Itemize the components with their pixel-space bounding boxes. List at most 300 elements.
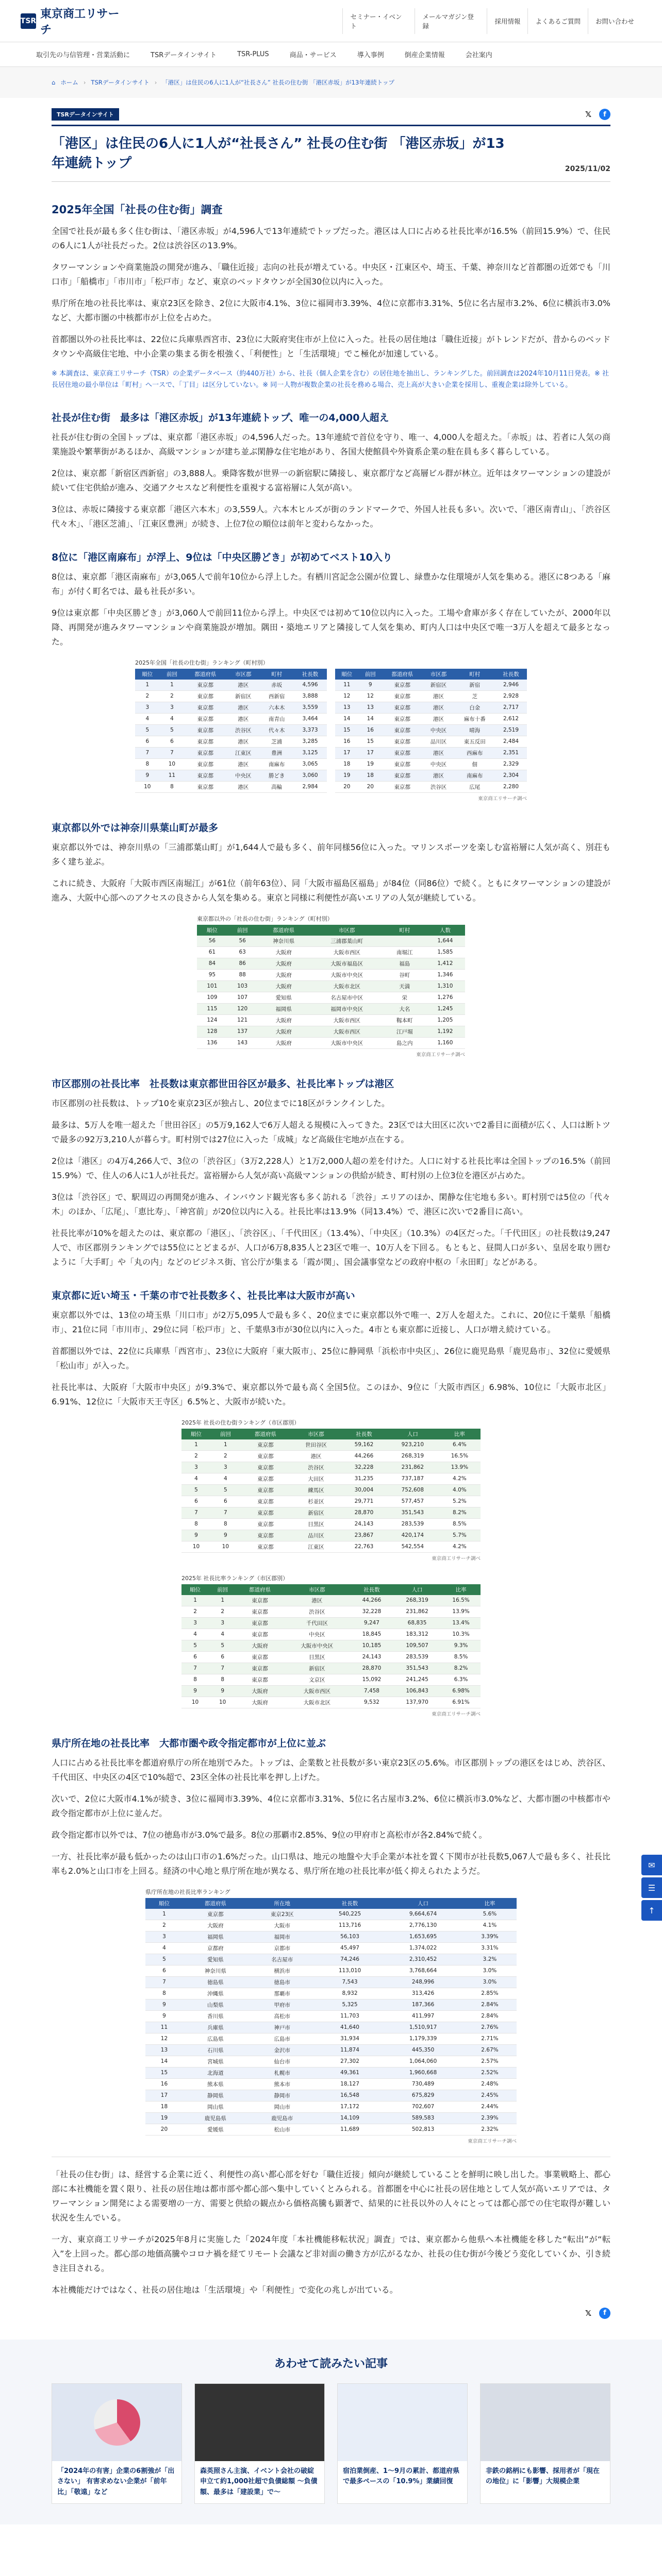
- table-cell: 大阪府: [258, 958, 310, 969]
- table-cell: 3: [211, 1462, 240, 1473]
- table-cell: 1: [160, 680, 185, 691]
- subnav-bankruptcy[interactable]: 倒産企業情報: [404, 52, 445, 59]
- table-cell: 9,532: [351, 1697, 393, 1708]
- column-header: 社長数: [495, 669, 527, 680]
- table-cell: 1,585: [425, 946, 465, 958]
- table-cell: [384, 936, 425, 947]
- table-cell: 95: [197, 969, 227, 980]
- table-cell: 練馬区: [291, 1484, 341, 1496]
- table-cell: 広島市: [248, 2033, 317, 2044]
- facebook-share-icon[interactable]: f: [599, 109, 610, 120]
- table-cell: 8: [160, 781, 185, 792]
- ranking-table-outside-tokyo: [197, 914, 465, 1058]
- table-cell: 2,310,452: [383, 1954, 463, 1965]
- table-cell: 静岡市: [248, 2090, 317, 2101]
- table-cell: 中央区: [284, 1629, 351, 1640]
- table-cell: 20: [335, 781, 359, 792]
- breadcrumb-separator: ›: [83, 79, 86, 86]
- table-cell: 1,653,695: [383, 1931, 463, 1942]
- table-cell: 283,539: [393, 1651, 441, 1663]
- table-cell: 2: [209, 1606, 236, 1617]
- table-source: 東京商工リサーチ調べ: [468, 2138, 517, 2144]
- table-row: [181, 1496, 481, 1507]
- table-cell: 7: [135, 747, 160, 758]
- table-cell: 中央区: [423, 724, 455, 736]
- table-cell: 2,304: [495, 770, 527, 781]
- table-cell: 2: [160, 690, 185, 702]
- article-card-title: 「2024年の有害」企業の6割強が「出さない」 有害求めない企業が「前年比」「敬遠」など: [57, 2467, 175, 2497]
- table-cell: 港区: [423, 713, 455, 724]
- table-cell: 7,543: [317, 1976, 383, 1988]
- table-cell: 32,228: [341, 1462, 387, 1473]
- table-cell: 101: [197, 980, 227, 992]
- table-row: [145, 1920, 517, 1931]
- table-cell: 7,458: [351, 1685, 393, 1697]
- ranking-table-city-count: [181, 1418, 481, 1562]
- table-cell: 106,843: [393, 1685, 441, 1697]
- table-cell: 9: [145, 1999, 183, 2010]
- table-cell: 121: [227, 1014, 258, 1026]
- table-cell: 44,266: [341, 1450, 387, 1462]
- section-heading: 東京都以外では神奈川県葉山町が最多: [52, 822, 219, 834]
- table-source: 東京商工リサーチ調べ: [432, 1555, 481, 1562]
- share-buttons: [583, 2308, 610, 2319]
- table-row: [335, 758, 527, 770]
- table-cell: 5: [181, 1640, 209, 1651]
- table-row: [181, 1484, 481, 1496]
- table-cell: 10: [181, 1541, 211, 1552]
- scroll-top-icon[interactable]: ↑: [641, 1900, 662, 1921]
- table-cell: 鹿児島市: [248, 2112, 317, 2124]
- table-cell: 2,776,130: [383, 1920, 463, 1931]
- table-cell: 静岡県: [183, 2090, 248, 2101]
- table-cell: 5: [145, 1954, 183, 1965]
- table-cell: 東京都: [382, 747, 422, 758]
- table-row: [197, 936, 465, 947]
- article-card[interactable]: [337, 2383, 468, 2504]
- table-cell: 18,127: [317, 2078, 383, 2090]
- table-row: [181, 1674, 481, 1685]
- table-cell: 6: [160, 736, 185, 747]
- survey-note: ※ 本調査は、東京商工リサーチ（TSR）の企業データベース（約440万社）から、社長（個人企業を含む）の居住地を抽出し、ランキングした。前回調査は2024年10月11日発表。※ 社長居住地の最小単位は「町村」へ一スで、「丁目」は区分していない。※ 同一人物が複数企業の社長を務める場合、売上高が大きい企業を採用し、重複企業は除外している。: [52, 370, 609, 389]
- column-header: 都道府県: [236, 1584, 284, 1595]
- table-cell: 7: [160, 747, 185, 758]
- paragraph: 東京都以外では、神奈川県の「三浦郡葉山町」が1,644人で最も多く、前年同様56位に入った。マリンスポーツを楽しむ富裕層に人気が高く、別荘も多く建ち並ぶ。: [52, 842, 610, 867]
- table-cell: 2.32%: [463, 2124, 517, 2135]
- table-cell: 松山市: [248, 2124, 317, 2135]
- column-header: 人口: [387, 1429, 439, 1439]
- table-cell: 5: [135, 724, 160, 736]
- table-cell: 杉並区: [291, 1496, 341, 1507]
- table-row: [145, 2101, 517, 2112]
- article-card-title: 宿泊業倒産、1～9月の累計、都道府県で最多ペースの「10.9%」業績回復: [343, 2467, 460, 2486]
- nav-recruit[interactable]: 採用情報: [487, 8, 527, 34]
- table-cell: 南堀江: [384, 946, 425, 958]
- table-row: [135, 736, 327, 747]
- breadcrumb-home[interactable]: ホーム: [60, 79, 78, 86]
- table-cell: 横浜市: [248, 1965, 317, 1976]
- table-cell: 3: [181, 1617, 209, 1629]
- table-cell: 愛知県: [258, 992, 310, 1003]
- table-cell: 宮城県: [183, 2056, 248, 2067]
- table-cell: 2.85%: [463, 1988, 517, 1999]
- table-cell: 18: [335, 758, 359, 770]
- table-row: [335, 680, 527, 691]
- table-cell: 品川区: [423, 736, 455, 747]
- table-cell: 283,539: [387, 1518, 439, 1530]
- home-icon[interactable]: ⌂: [52, 79, 56, 86]
- table-cell: 14,109: [317, 2112, 383, 2124]
- table-cell: 大阪府: [236, 1640, 284, 1651]
- table-cell: 31,934: [317, 2033, 383, 2044]
- table-cell: 15: [145, 2067, 183, 2078]
- table-cell: 2.84%: [463, 2010, 517, 2022]
- article-card[interactable]: [52, 2383, 182, 2504]
- table-cell: 17: [359, 747, 383, 758]
- table-cell: 大名: [384, 1003, 425, 1014]
- paragraph: これに続き、大阪府「大阪市西区南堀江」が61位（前年63位）、同「大阪市福島区福島」が84位（同86位）で続く。ともにタワーマンションの建設が進み、大阪中心部へのアクセスの良さから人気を集める。東京と同様に利便性が高いエリアの人気が継続している。: [52, 878, 610, 903]
- nav-contact[interactable]: お問い合わせ: [588, 8, 641, 34]
- table-cell: 港区: [226, 758, 260, 770]
- article-card-title: 森英照さん主演、イベント会社の破綻申立て約1,000社超で負債総額 ～負債額、最多は「建設業」で～: [200, 2467, 318, 2497]
- table-cell: 1,510,917: [383, 2022, 463, 2033]
- table-cell: 20: [145, 2124, 183, 2135]
- paragraph: 9位は東京都「中央区勝どき」が3,060人で前回11位から浮上。中央区では初めて10位以内に入った。工場や倉庫が多く存在していたが、2000年以降、再開発が進みタワーマンションや商業施設が増加。隅田・築地エリアと隣接して人気を集め、町内人口は中央区で唯一3万人を超えて最多となった。: [52, 607, 610, 647]
- table-row: [145, 2010, 517, 2022]
- table-cell: 231,862: [387, 1462, 439, 1473]
- table-cell: 11,874: [317, 2044, 383, 2056]
- table-row: [145, 1999, 517, 2010]
- table-cell: 1: [209, 1595, 236, 1606]
- column-header: 社長数: [317, 1898, 383, 1909]
- table-cell: 18,845: [351, 1629, 393, 1640]
- table-cell: 8.5%: [441, 1651, 481, 1663]
- table-row: [145, 2067, 517, 2078]
- table-cell: 港区: [226, 781, 260, 792]
- table-cell: 8: [209, 1674, 236, 1685]
- table-cell: 3,065: [293, 758, 327, 770]
- table-cell: 113,010: [317, 1965, 383, 1976]
- table-row: [197, 992, 465, 1003]
- table-cell: 港区: [423, 747, 455, 758]
- table-row: [145, 2056, 517, 2067]
- table-cell: 56: [197, 936, 227, 947]
- table-cell: 2,484: [495, 736, 527, 747]
- table-cell: 4.2%: [439, 1473, 481, 1484]
- table-cell: 東京都: [184, 724, 226, 736]
- paragraph: 2位は「港区」の4万4,266人で、3位の「渋谷区」（3万2,228人）と1万2,000人超の差を付けた。人口に対する社長比率は全国トップの16.5%（前回15.9%）で、住人の6人に1人が社長だ。富裕層から人気が高い高級マンションの供給が続き、町村別の上位3位を港区が占めた。: [52, 1156, 610, 1180]
- table-cell: 愛知県: [183, 1954, 248, 1965]
- table-cell: 高松市: [248, 2010, 317, 2022]
- table-cell: 109: [197, 992, 227, 1003]
- mail-icon[interactable]: ✉: [641, 1855, 662, 1875]
- section-heading: 市区郡別の社長比率 社長数は東京都世田谷区が最多、社長比率トップは港区: [52, 1078, 394, 1090]
- table-cell: 9.3%: [441, 1640, 481, 1651]
- table-cell: 那覇市: [248, 1988, 317, 1999]
- table-cell: 香川県: [183, 2010, 248, 2022]
- table-cell: 187,366: [383, 1999, 463, 2010]
- article-card[interactable]: [480, 2383, 610, 2504]
- table-cell: 3,888: [293, 690, 327, 702]
- subnav-credit[interactable]: 取引先の与信管理・営業活動に: [36, 52, 130, 59]
- paragraph: 社長比率は、大阪府「大阪市中央区」が9.3%で、東京都以外で最も高く全国5位。このほか、9位に「大阪市西区」6.98%、10位に「大阪市北区」6.91%、12位に「大阪市天王寺区」6.5%と、大阪市が続いた。: [52, 1382, 610, 1406]
- table-cell: 22,763: [341, 1541, 387, 1552]
- subnav-cases[interactable]: 導入事例: [357, 52, 384, 59]
- table-row: [181, 1697, 481, 1708]
- table-cell: 東京都: [382, 724, 422, 736]
- table-cell: 8: [181, 1518, 211, 1530]
- table-cell: 13.9%: [441, 1606, 481, 1617]
- section-heading: 2025年全国「社長の住む街」調査: [52, 204, 223, 216]
- table-cell: 12: [145, 2033, 183, 2044]
- column-header: 所在地: [248, 1898, 317, 1909]
- table-cell: 31,235: [341, 1473, 387, 1484]
- table-header-row: [197, 925, 465, 936]
- table-row: [335, 747, 527, 758]
- table-cell: 420,174: [387, 1530, 439, 1541]
- table-cell: 大阪市中央区: [310, 1037, 384, 1048]
- utility-nav: [124, 8, 641, 34]
- table-cell: 10.3%: [441, 1629, 481, 1640]
- table-row: [135, 680, 327, 691]
- table-cell: 109,507: [393, 1640, 441, 1651]
- table-row: [181, 1541, 481, 1552]
- table-cell: 16,548: [317, 2090, 383, 2101]
- subnav-tsrplus[interactable]: TSR-PLUS: [237, 50, 269, 58]
- table: [335, 669, 527, 793]
- paragraph: 首都圏以外では、22位に兵庫県「西宮市」、23位に大阪府「東大阪市」、25位に静岡県「浜松市中央区」、26位に鹿児島県「鹿児島市」、32位に愛媛県「松山市」が入った。: [52, 1346, 610, 1370]
- table-cell: 山梨県: [183, 1999, 248, 2010]
- table-cell: 7: [145, 1976, 183, 1988]
- table-cell: 3.2%: [463, 1954, 517, 1965]
- table-cell: 1: [211, 1439, 240, 1451]
- table-cell: 大阪市: [248, 1920, 317, 1931]
- table-cell: 東京都: [382, 713, 422, 724]
- table-cell: 13: [145, 2044, 183, 2056]
- table-header-row: [135, 669, 327, 680]
- table-cell: 西麻布: [455, 747, 495, 758]
- table-cell: 福岡県: [258, 1003, 310, 1014]
- recommend-cards: [52, 2383, 610, 2504]
- breadcrumb-insight[interactable]: TSRデータインサイト: [91, 79, 150, 86]
- table-cell: 15: [359, 736, 383, 747]
- table-cell: 61: [197, 946, 227, 958]
- section-heading: 社長が住む街 最多は「港区赤坂」が13年連続トップ、唯一の4,000人超え: [52, 412, 389, 423]
- table-cell: 5.6%: [463, 1909, 517, 1920]
- table-cell: 32,228: [351, 1606, 393, 1617]
- table-cell: 5: [209, 1640, 236, 1651]
- table-cell: 1,374,022: [383, 1942, 463, 1954]
- ranking-table-city-ratio: [181, 1574, 481, 1717]
- table-cell: 世田谷区: [291, 1439, 341, 1451]
- table-cell: 9,247: [351, 1617, 393, 1629]
- table-cell: 1,346: [425, 969, 465, 980]
- table-cell: 豊洲: [260, 747, 293, 758]
- table-cell: 大阪府: [258, 1014, 310, 1026]
- table-cell: 4: [145, 1942, 183, 1954]
- table-cell: 3: [160, 702, 185, 713]
- table-cell: 3.31%: [463, 1942, 517, 1954]
- paragraph: 本社機能だけではなく、社長の居住地は「生活環境」や「利便性」で変化の兆しが出ている。: [52, 2284, 398, 2295]
- table-cell: 124: [197, 1014, 227, 1026]
- table-cell: 東京都: [236, 1617, 284, 1629]
- table-cell: 東京都: [240, 1507, 291, 1518]
- table-cell: 甲府市: [248, 1999, 317, 2010]
- column-header: 順位: [181, 1429, 211, 1439]
- table-cell: 東京都: [184, 680, 226, 691]
- table-cell: 9: [181, 1685, 209, 1697]
- table-row: [197, 1037, 465, 1048]
- column-header: 都道府県: [240, 1429, 291, 1439]
- subnav-products[interactable]: 商品・サービス: [289, 52, 337, 59]
- table-row: [145, 2033, 517, 2044]
- table-cell: 徳島県: [183, 1976, 248, 1988]
- table-source: 東京商工リサーチ調べ: [478, 795, 527, 802]
- table-cell: 東京都: [240, 1462, 291, 1473]
- nav-mailmag[interactable]: メールマガジン登録: [415, 8, 487, 34]
- table-cell: 目黒区: [284, 1651, 351, 1663]
- site-logo[interactable]: [21, 5, 124, 37]
- table-row: [197, 969, 465, 980]
- menu-icon[interactable]: ☰: [641, 1877, 662, 1898]
- table-row: [135, 758, 327, 770]
- table-cell: 2.84%: [463, 1999, 517, 2010]
- table-cell: 中央区: [423, 758, 455, 770]
- table-cell: 島之内: [384, 1037, 425, 1048]
- table-cell: 名古屋市中区: [310, 992, 384, 1003]
- table-cell: 大阪府: [258, 1037, 310, 1048]
- paragraph: 3位は「渋谷区」で、駅周辺の再開発が進み、インバウンド観光客も多く訪れる「渋谷」エリアのほか、閑静な住宅地も多い。町村別では5位の「代々木」のほか、「広尾」、「恵比寿」、「神宮前」が20位以内に入る。社長比率は13.9%（同13.4%）で、港区に次いで2番目に高い。: [52, 1192, 610, 1216]
- table-cell: 15,092: [351, 1674, 393, 1685]
- table-cell: 27,302: [317, 2056, 383, 2067]
- column-header: 順位: [145, 1898, 183, 1909]
- table-cell: 大阪市西区: [310, 1014, 384, 1026]
- table-cell: 6: [209, 1651, 236, 1663]
- table-cell: 56,103: [317, 1931, 383, 1942]
- table-cell: 神戸市: [248, 2022, 317, 2033]
- paragraph: 全国で社長が最も多く住む街は、「港区赤坂」が4,596人で13年連続でトップだった。港区は人口に占める社長比率が16.5%（前回15.9%）で、住民の6人に1人が社長だった。2位は渋谷区の13.9%。: [52, 226, 610, 251]
- table-cell: 東京都: [240, 1518, 291, 1530]
- column-header: 比率: [441, 1584, 481, 1595]
- table-row: [181, 1663, 481, 1674]
- table-cell: 88: [227, 969, 258, 980]
- table-cell: 三浦郡葉山町: [310, 936, 384, 947]
- table-cell: 佃: [455, 758, 495, 770]
- table-cell: 2.76%: [463, 2022, 517, 2033]
- table-cell: 東京都: [240, 1541, 291, 1552]
- paragraph: 8位は、東京都「港区南麻布」が3,065人で前年10位から浮上した。有栖川宮記念公園が位置し、緑豊かな住環境が人気を集める。港区に8つある「麻布」が付く町名では、最も社長が多い。: [52, 571, 610, 596]
- column-header: 人数: [425, 925, 465, 936]
- category-tag[interactable]: TSRデータインサイト: [52, 108, 119, 121]
- paragraph: 2位は、東京都「新宿区西新宿」の3,888人。乗降客数が世界一の新宿駅に隣接し、東京都庁など高層ビル群が林立。近年はタワーマンションの建設が続いて住宅供給が進み、交通アクセスなど利便性を重視する富裕層に人気が高い。: [52, 468, 610, 493]
- table-cell: 新宿: [455, 680, 495, 691]
- table-cell: 10: [135, 781, 160, 792]
- table-cell: 68,835: [393, 1617, 441, 1629]
- table-cell: 6.98%: [441, 1685, 481, 1697]
- table-cell: 9: [181, 1530, 211, 1541]
- table-cell: 28,870: [351, 1663, 393, 1674]
- table-cell: 268,319: [387, 1450, 439, 1462]
- table-cell: 16: [335, 736, 359, 747]
- column-header: 市区郡: [291, 1429, 341, 1439]
- table-cell: 2: [211, 1450, 240, 1462]
- column-header: 順位: [181, 1584, 209, 1595]
- table-cell: 14: [335, 713, 359, 724]
- table-cell: 3: [145, 1931, 183, 1942]
- table-cell: 鹿児島県: [183, 2112, 248, 2124]
- table-cell: 大田区: [291, 1473, 341, 1484]
- table-cell: 東京都: [184, 781, 226, 792]
- table-cell: 19: [359, 758, 383, 770]
- table-row: [181, 1507, 481, 1518]
- table-cell: 11,689: [317, 2124, 383, 2135]
- x-share-icon[interactable]: 𝕏: [585, 2308, 592, 2318]
- x-share-icon[interactable]: 𝕏: [585, 110, 592, 119]
- logo-mark: TSR: [21, 13, 36, 29]
- table-cell: 東京都: [240, 1450, 291, 1462]
- table-cell: 2.57%: [463, 2056, 517, 2067]
- table-cell: 東京都: [183, 1909, 248, 1920]
- column-header: 都道府県: [184, 669, 226, 680]
- table-cell: 10,185: [351, 1640, 393, 1651]
- share-footer: [52, 2308, 610, 2319]
- facebook-share-icon[interactable]: f: [599, 2308, 610, 2319]
- table-row: [181, 1462, 481, 1473]
- table-row: [181, 1640, 481, 1651]
- table-cell: 241,245: [393, 1674, 441, 1685]
- paragraph: 社長比率が10%を超えたのは、東京都の「港区」、「渋谷区」、「千代田区」（13.4%）、「中央区」（10.3%）の4区だった。「千代田区」の社長数は9,247人で、市区郡別ランキングでは55位にとどまるが、人口が6万8,835人と23区で唯一、10万人を下回る。もともと、昼間人口が多い、皇居を取り囲むように「大手町」や「丸の内」などのビジネス街、官公庁が集まる「霞が関」、国会議事堂などの政府中枢の「永田町」などがある。: [52, 1228, 610, 1267]
- table-cell: 24,143: [351, 1651, 393, 1663]
- nav-seminar[interactable]: セミナー・イベント: [342, 8, 415, 34]
- table-cell: 新宿区: [291, 1507, 341, 1518]
- table-cell: 芝: [455, 690, 495, 702]
- table-cell: 港区: [226, 736, 260, 747]
- table-cell: 3.0%: [463, 1976, 517, 1988]
- column-header: 人口: [383, 1898, 463, 1909]
- table-cell: 445,350: [383, 2044, 463, 2056]
- recommend-heading: あわせて読みたい記事: [274, 2357, 388, 2370]
- table-cell: 2,946: [495, 680, 527, 691]
- table-cell: 芝浦: [260, 736, 293, 747]
- table-cell: 港区: [423, 770, 455, 781]
- table-cell: 9: [209, 1685, 236, 1697]
- table-cell: 岡山市: [248, 2101, 317, 2112]
- table: [135, 669, 327, 793]
- article-title: 「港区」は住民の6人に1人が“社長さん” 社長の住む街 「港区赤坂」が13年連続トップ: [52, 136, 505, 171]
- table-cell: 86: [227, 958, 258, 969]
- paragraph: 県庁所在地の社長比率は、東京23区を除き、2位に大阪市4.1%、3位に福岡市3.39%、4位に京都市3.31%、5位に名古屋市3.2%、6位に横浜市3.0%など、大都市圏の中核都市が上位を占めた。: [52, 298, 610, 323]
- table-source: 東京商工リサーチ調べ: [432, 1711, 481, 1717]
- table-row: [181, 1685, 481, 1697]
- article-thumbnail: [481, 2384, 610, 2461]
- table-cell: 東京都: [240, 1439, 291, 1451]
- table-cell: 3.39%: [463, 1931, 517, 1942]
- table-header-row: [181, 1429, 481, 1439]
- table-cell: 福岡市中央区: [310, 1003, 384, 1014]
- article-card[interactable]: [194, 2383, 325, 2504]
- table-cell: 8.2%: [439, 1507, 481, 1518]
- subnav-company[interactable]: 会社案内: [465, 52, 492, 59]
- table-cell: 東京都: [236, 1606, 284, 1617]
- table-cell: 名古屋市: [248, 1954, 317, 1965]
- table-cell: 南麻布: [455, 770, 495, 781]
- subnav-insight[interactable]: TSRデータインサイト: [151, 52, 217, 59]
- table-row: [135, 781, 327, 792]
- nav-faq[interactable]: よくあるご質問: [527, 8, 588, 34]
- table-cell: 熊本県: [183, 2078, 248, 2090]
- table-cell: 東五反田: [455, 736, 495, 747]
- table-row: [335, 702, 527, 713]
